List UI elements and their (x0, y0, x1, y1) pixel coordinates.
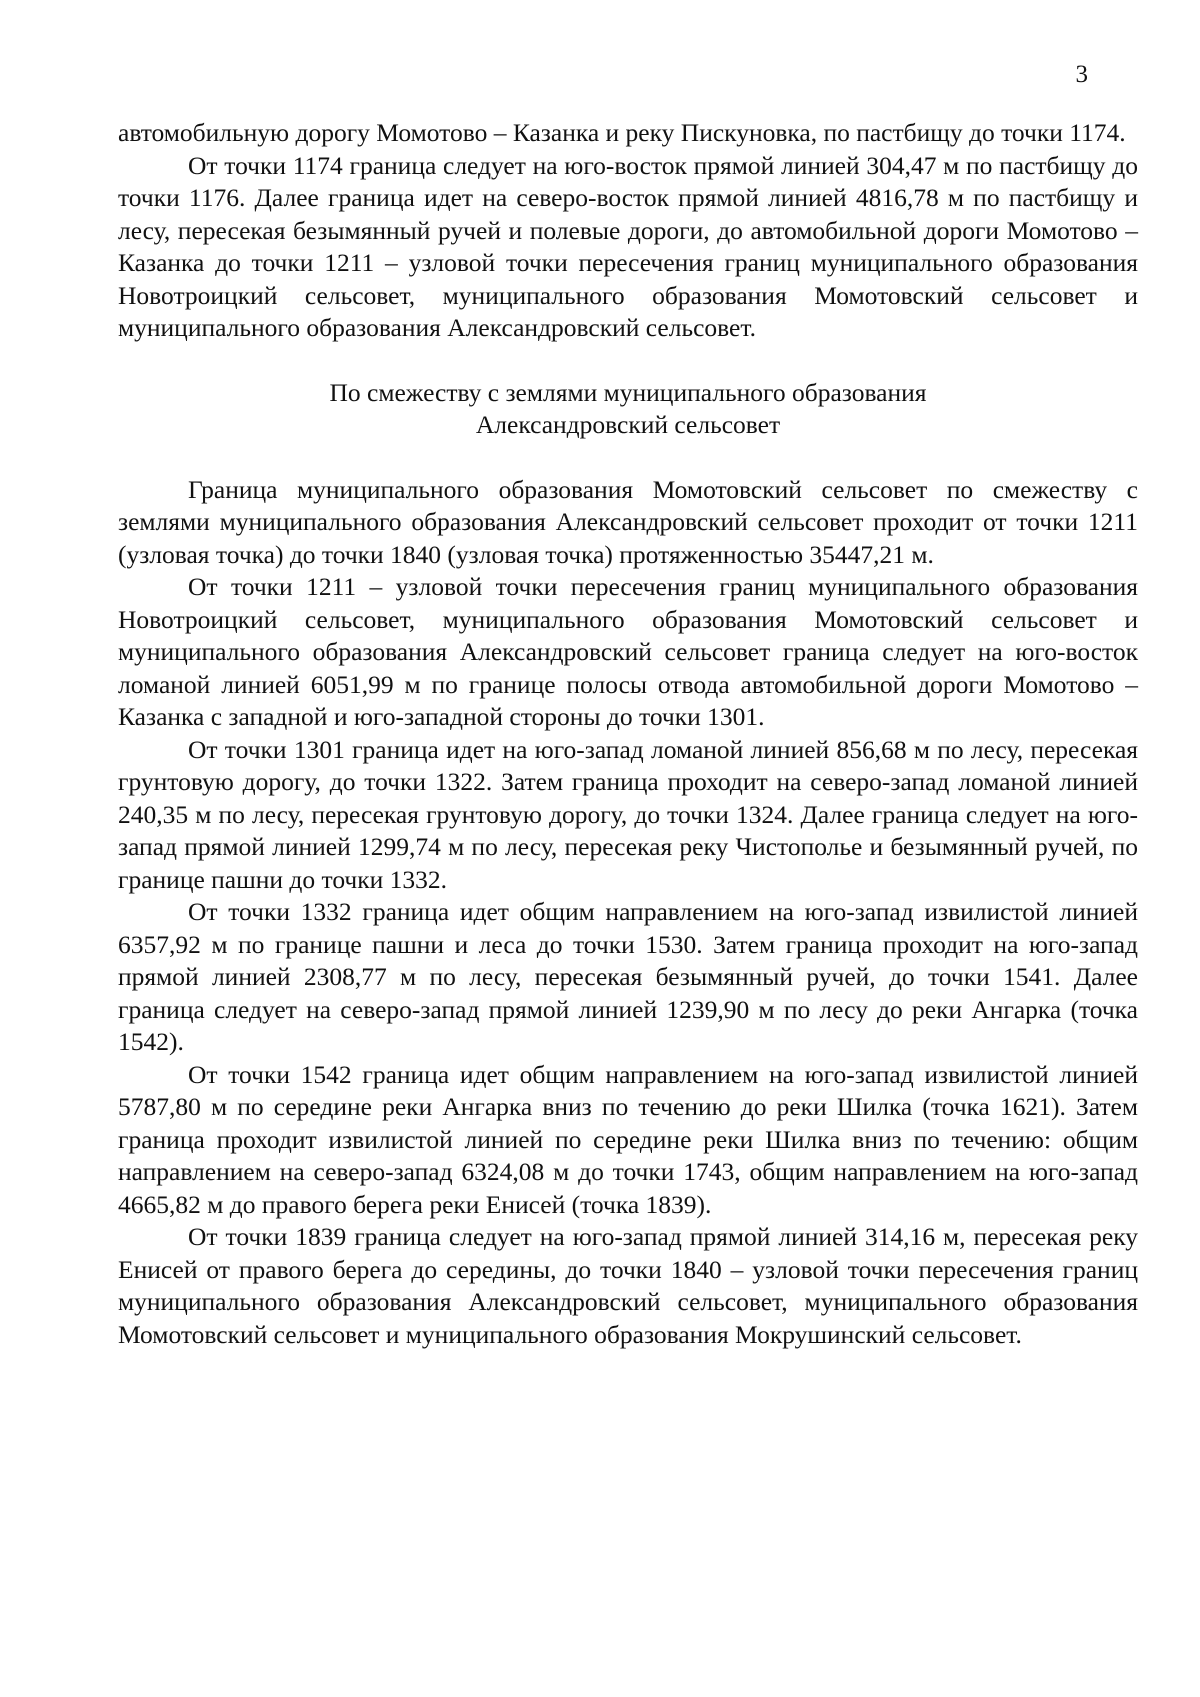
paragraph: автомобильную дорогу Момотово – Казанка и реку Пискуновка, по пастбищу до точки 1174. (118, 118, 1126, 147)
paragraph: От точки 1211 – узловой точки пересечения границ муниципального образования Новотроицкий сельсовет, муниципального образования Момотовский сельсовет и муниципального образования Александровский сельсовет граница следует на юго-восток ломаной линией 6051,99 м по границе полосы отвода автомобильной дороги Момотово – Казанка с западной и юго-западной стороны до точки 1301. (118, 572, 1138, 731)
section-heading (118, 377, 1138, 442)
paragraph: От точки 1301 граница идет на юго-запад ломаной линией 856,68 м по лесу, пересекая грунтовую дорогу, до точки 1322. Затем граница проходит на северо-запад ломаной линией 240,35 м по лесу, пересекая грунтовую дорогу, до точки 1324. Далее граница следует на юго-запад прямой линией 1299,74 м по лесу, пересекая реку Чистополье и безымянный ручей, по границе пашни до точки 1332. (118, 734, 1138, 894)
page-number: 3 (1075, 61, 1088, 88)
paragraph: От точки 1332 граница идет общим направлением на юго-запад извилистой линией 6357,92 м по границе пашни и леса до точки 1530. Затем граница проходит на юго-запад прямой линией 2308,77 м по лесу, пересекая безымянный ручей, до точки 1541. Далее граница следует на северо-запад прямой линией 1239,90 м по лесу до реки Ангарка (точка 1542). (118, 897, 1138, 1056)
document-body (118, 117, 1138, 1351)
paragraph: От точки 1174 граница следует на юго-восток прямой линией 304,47 м по пастбищу до точки 1176. Далее граница идет на северо-восток прямой линией 4816,78 м по пастбищу и лесу, пересекая безымянный ручей и полевые дороги, до автомобильной дороги Момотово – Казанка до точки 1211 – узловой точки пересечения границ муниципального образования Новотроицкий сельсовет, муниципального образования Момотовский сельсовет и муниципального образования Александровский сельсовет. (118, 150, 1138, 342)
section-heading-line: Александровский сельсовет (475, 410, 781, 439)
section-heading-line: По смежеству с землями муниципального образования (329, 377, 927, 407)
paragraph: Граница муниципального образования Момотовский сельсовет по смежеству с землями муниципального образования Александровский сельсовет проходит от точки 1211 (узловая точка) до точки 1840 (узловая точка) протяженностью 35447,21 м. (118, 474, 1138, 569)
paragraph: От точки 1839 граница следует на юго-запад прямой линией 314,16 м, пересекая реку Енисей от правого берега до середины, до точки 1840 – узловой точки пересечения границ муниципального образования Александровский сельсовет, муниципального образования Момотовский сельсовет и муниципального образования Мокрушинский сельсовет. (118, 1222, 1138, 1349)
paragraph: От точки 1542 граница идет общим направлением на юго-запад извилистой линией 5787,80 м по середине реки Ангарка вниз по течению до реки Шилка (точка 1621). Затем граница проходит извилистой линией по середине реки Шилка вниз по течению: общим направлением на северо-запад 6324,08 м до точки 1743, общим направлением на юго-запад 4665,82 м до правого берега реки Енисей (точка 1839). (118, 1059, 1138, 1219)
